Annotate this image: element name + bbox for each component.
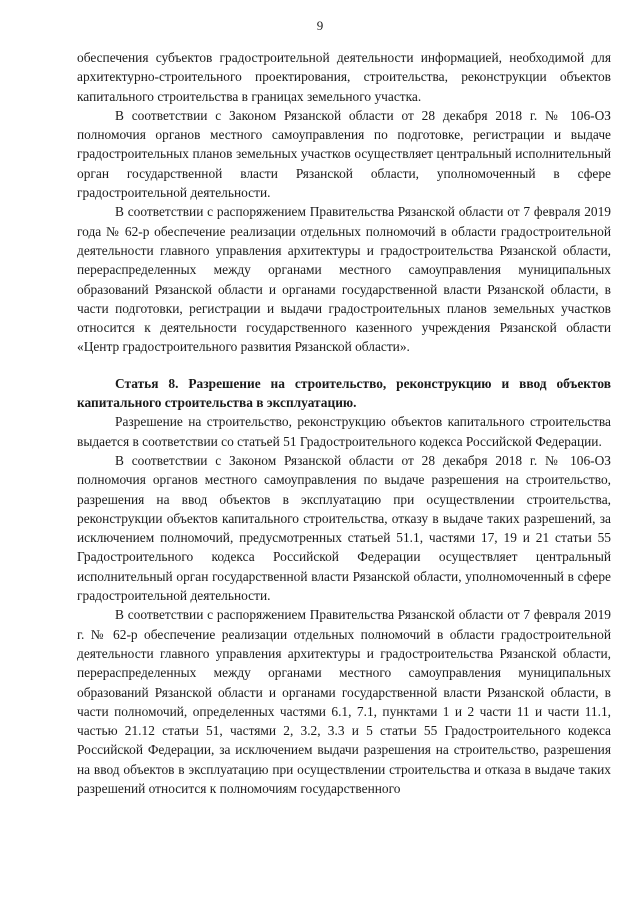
document-body (77, 48, 611, 798)
page-number: 9 (316, 18, 324, 33)
paragraph-building-permit: Разрешение на строительство, реконструкцию объектов капитального строительства выдается в соответствии со статьей 51 Градостроительного кодекса Российской Федерации. (77, 414, 611, 449)
article-8-heading: Статья 8. Разрешение на строительство, реконструкцию и ввод объектов капитального строительства в эксплуатацию. (77, 375, 611, 411)
paragraph-continuation: обеспечения субъектов градостроительной деятельности информацией, необходимой для архитектурно-строительного проектирования, строительства, реконструкции объектов капитального строительства в границах земельного участка. (77, 50, 611, 104)
paragraph-law-106-gpzu: В соответствии с Законом Рязанской области от 28 декабря 2018 г. № 106-ОЗ полномочия органов местного самоуправления по подготовке, регистрации и выдаче градостроительных планов земельных участков осуществляет центральный исполнительный орган государственной власти Рязанской области, уполномоченный в сфере градостроительной деятельности. (77, 107, 611, 201)
paragraph-order-62r-gpzu: В соответствии с распоряжением Правительства Рязанской области от 7 февраля 2019 года № 62-р обеспечение реализации отдельных полномочий в области градостроительной деятельности главного управления архитектуры и градостроительства Рязанской области, перераспределенных между органами местного самоуправления муниципальных образований Рязанской области и органами государственной власти Рязанской области, в части подготовки, регистрации и выдачи градостроительных планов земельных участков относится к деятельности государственного казенного учреждения Рязанской области «Центр градостроительного развития Рязанской области». (77, 204, 611, 355)
paragraph-order-62r-permits: В соответствии с распоряжением Правительства Рязанской области от 7 февраля 2019 г. № 62-р обеспечение реализации отдельных полномочий в области градостроительной деятельности главного управления архитектуры и градостроительства Рязанской области, перераспределенных между органами местного самоуправления муниципальных образований Рязанской области и органами государственной власти Рязанской области, в части полномочий, определенных частями 6.1, 7.1, пунктами 1 и 2 части 11 и части 11.1, частью 21.12 статьи 51, частями 2, 3.2, 3.3 и 5 статьи 55 Градостроительного кодекса Российской Федерации, за исключением выдачи разрешения на строительство, разрешения на ввод объектов в эксплуатацию при осуществлении строительства и отказа в выдаче таких разрешений относится к полномочиям государственного (77, 607, 611, 796)
paragraph-law-106-permits: В соответствии с Законом Рязанской области от 28 декабря 2018 г. № 106-ОЗ полномочия органов местного самоуправления по выдаче разрешения на строительство, разрешения на ввод объектов в эксплуатацию при осуществлении строительства, реконструкции объектов капитального строительства, отказу в выдаче таких разрешений, за исключением полномочий, предусмотренных статьей 51.1, частями 17, 19 и 21 статьи 55 Градостроительного кодекса Российской Федерации осуществляет центральный исполнительный орган государственной власти Рязанской области, уполномоченный в сфере градостроительной деятельности. (77, 452, 611, 604)
